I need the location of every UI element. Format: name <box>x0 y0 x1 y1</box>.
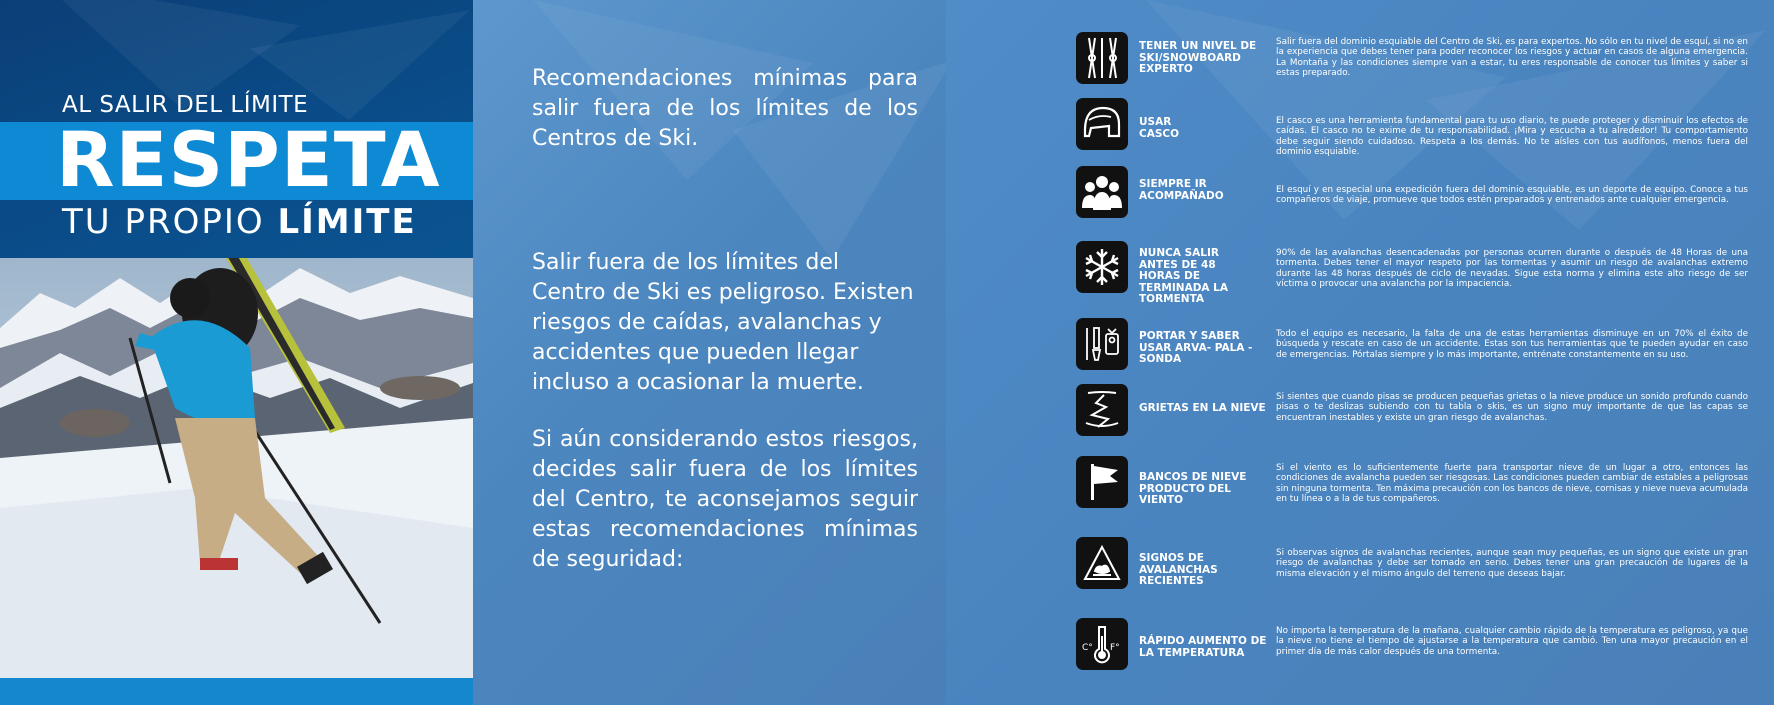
cover-kicker: AL SALIR DEL LÍMITE <box>62 92 309 118</box>
recommendation-description: Todo el equipo es necesario, la falta de una de estas herramientas disminuye en un 70% el éxito de búsqueda y rescate en caso de un accidente. Estas son tus herramientas que te pueden ayudar en caso de emergencias. Pórtalas siempre y lo más importante, entrénate constantemente en su uso. <box>1276 329 1748 360</box>
cover-headline: RESPETA <box>56 115 441 204</box>
recommendation-title: PORTAR Y SABER USAR ARVA- PALA - SONDA <box>1139 330 1253 365</box>
recommendation-description: Si observas signos de avalanchas recientes, aunque sean muy pequeñas, es un signo que existe un gran riesgo de avalanchas y debe ser tomado en serio. Debes tener una gran precaución de lugares de la misma elevación y el mismo ángulo del terreno que deseas bajar. <box>1276 548 1748 579</box>
helmet-icon <box>1076 98 1128 150</box>
snowflake-icon <box>1076 241 1128 293</box>
avalanche-icon <box>1076 537 1128 589</box>
subline-prefix: TU PROPIO <box>62 202 278 242</box>
thermometer-icon <box>1076 618 1128 670</box>
recommendation-title: USAR CASCO <box>1139 116 1180 140</box>
recommendation-description: 90% de las avalanchas desencadenadas por personas ocurren durante o después de 48 Horas de una tormenta. Debes tener el mayor respeto por las tormentas y asumir un riesgo de avalanchas extremo durante las 48 horas después de ciclo de nevadas. Sigue esta norma y elimina este alto riesgo de ser víctima o provocar una avalancha por la impaciencia. <box>1276 248 1748 290</box>
recommendation-description: Salir fuera del dominio esquiable del Centro de Ski, es para expertos. No sólo en tu nivel de esquí, si no en la experiencia que debes tener para poder reconocer los riesgos y actuar en casos de alguna emergencia. La Montaña y las condiciones siempre van a estar, tu eres responsable de conocer tus límites y saber si estas preparado. <box>1276 37 1748 79</box>
mountain-scene <box>0 258 473 678</box>
windsock-icon <box>1076 456 1128 508</box>
recommendation-description: Si el viento es lo suficientemente fuerte para transportar nieve de un lugar a otro, entonces las condiciones de avalancha pueden ser riesgosas. Las condiciones pueden cambiar de estables a peligrosas sin ninguna tormenta. Ten máxima precaución con los bancos de nieve, cornisas y nieve nueva acumulada en tu línea o a la de tus compañeros. <box>1276 463 1748 505</box>
recommendation-title: GRIETAS EN LA NIEVE <box>1139 402 1266 414</box>
danger-paragraph: Salir fuera de los límites del Centro de Ski es peligroso. Existen riesgos de caídas, avalanchas y accidentes que pueden llegar incluso a ocasionar la muerte. <box>532 250 914 395</box>
advice-paragraph: Si aún considerando estos riesgos, decides salir fuera de los límites del Centro, te aconsejamos seguir estas recomendaciones mínimas de seguridad: <box>532 427 918 572</box>
intro-text: Recomendaciones mínimas para salir fuera de los límites de los Centros de Ski. <box>532 66 918 151</box>
recommendation-description: No importa la temperatura de la mañana, cualquier cambio rápido de la temperatura es peligroso, ya que la nieve no tiene el tiempo de ajustarse a la temperatura que cambió. Ten una mayor precaución en el primer día de más calor después de una tormenta. <box>1276 626 1748 657</box>
avalanche-gear-icon <box>1076 318 1128 370</box>
recommendation-title: NUNCA SALIR ANTES DE 48 HORAS DE TERMINADA LA TORMENTA <box>1139 247 1229 305</box>
recommendation-title: SIGNOS DE AVALANCHAS RECIENTES <box>1139 552 1218 587</box>
crack-icon <box>1076 384 1128 436</box>
recommendation-description: Si sientes que cuando pisas se producen pequeñas grietas o la nieve produce un sonido profundo cuando pisas o te deslizas subiendo con tu tabla o skis, es un signo muy importante de que las capas se encuentran inestables y existe un gran riesgo de avalanchas. <box>1276 392 1748 423</box>
ski-icon <box>1076 32 1128 84</box>
skier-photo <box>0 258 473 678</box>
cover-subline <box>62 202 417 242</box>
recommendation-title: SIEMPRE IR ACOMPAÑADO <box>1139 178 1224 202</box>
celsius-label: C° <box>1082 643 1093 653</box>
recommendation-title: RÁPIDO AUMENTO DE LA TEMPERATURA <box>1139 635 1267 659</box>
recommendation-title: TENER UN NIVEL DE SKI/SNOWBOARD EXPERTO <box>1139 40 1257 75</box>
recommendation-title: BANCOS DE NIEVE PRODUCTO DEL VIENTO <box>1139 471 1247 506</box>
cover-bottom-bar <box>0 678 473 705</box>
recommendation-description: El casco es una herramienta fundamental para tu uso diario, te puede proteger y disminuir los efectos de caídas. El casco no te exime de tu responsabilidad. ¡Mira y escucha a tu alrededor! Tu comportamiento debe seguir siendo cuidadoso. Respeta a los demás. No te aísles con tus audífonos, menos fuera del dominio esquiable. <box>1276 116 1748 158</box>
intro-panel <box>473 0 946 705</box>
recommendations-panel <box>946 0 1774 705</box>
subline-bold: LÍMITE <box>277 202 417 242</box>
group-icon <box>1076 166 1128 218</box>
fahrenheit-label: F° <box>1110 643 1120 653</box>
cover-panel <box>0 0 473 705</box>
recommendation-description: El esquí y en especial una expedición fuera del dominio esquiable, es un deporte de equipo. Conoce a tus compañeros de viaje, promueve que todos estén preparados y entrenados ante cualquier emergencia. <box>1276 185 1748 206</box>
